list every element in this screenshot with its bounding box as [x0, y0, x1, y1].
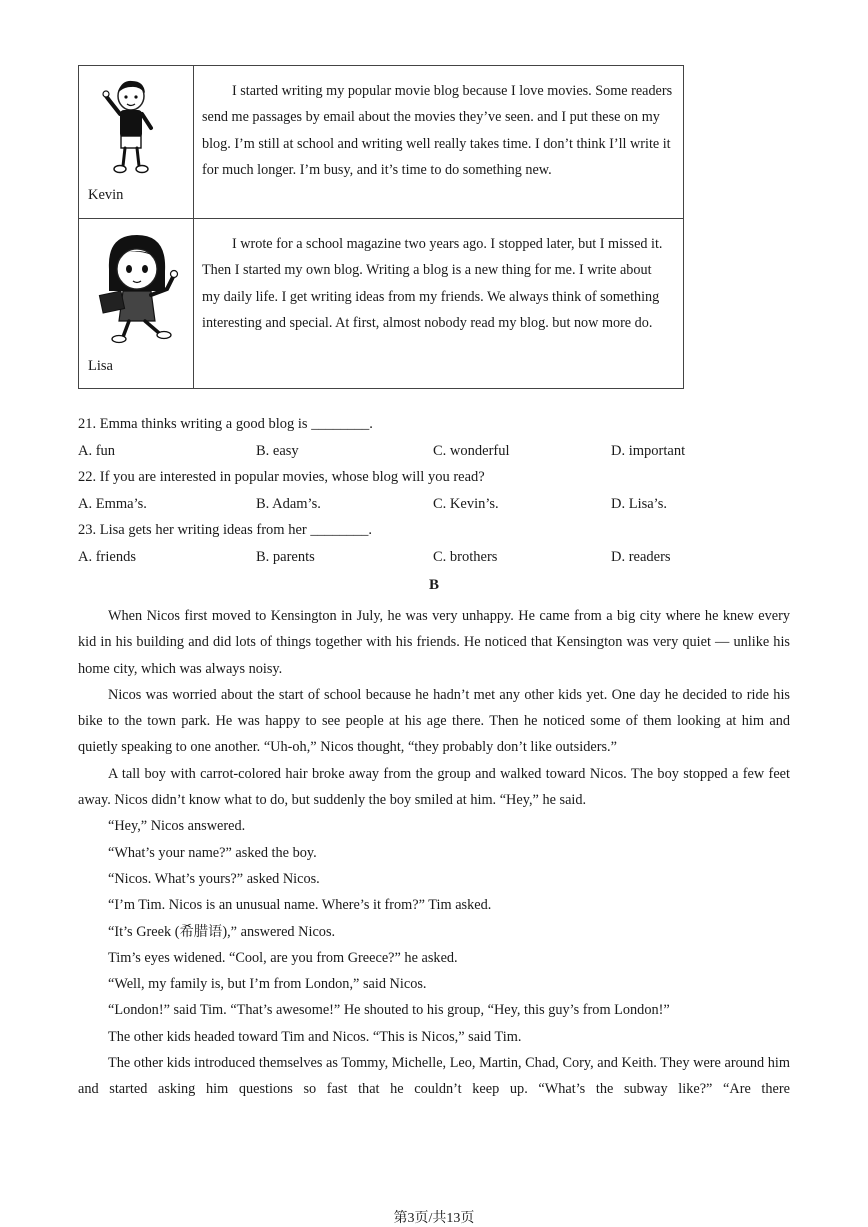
- option-c[interactable]: C. wonderful: [433, 443, 510, 459]
- question-23-options: [78, 549, 798, 571]
- question-22: 22. If you are interested in popular movies, whose blog will you read?: [78, 469, 485, 485]
- option-d[interactable]: D. important: [611, 443, 686, 459]
- option-b[interactable]: B. Adam’s.: [256, 496, 321, 512]
- reading-passage: [78, 603, 790, 1103]
- passage-paragraph: “Well, my family is, but I’m from London,” said Nicos.: [108, 976, 427, 993]
- lisa-illustration-icon: [89, 229, 185, 347]
- passage-paragraph: When Nicos first moved to Kensington in July, he was very unhappy. He came from a big city where he knew every kid in his building and did lots of things together with his friends. He noticed that Kensington was very quiet — unlike his home city, which was always noisy.: [78, 608, 790, 677]
- option-c[interactable]: C. Kevin’s.: [433, 496, 499, 512]
- kevin-blog-text: I started writing my popular movie blog because I love movies. Some readers send me passages by email about the movies they’ve seen. and I put these on my blog. I’m still at school and writing well really takes time. I don’t think I’ll write it for much longer. I’m busy, and it’s time to do something new.: [202, 83, 673, 179]
- passage-paragraph: The other kids introduced themselves as Tommy, Michelle, Leo, Martin, Chad, Cory, and Keith. They were around him and started asking him questions so fast that he couldn’t keep up. “What’s the subway like?” “Are there: [78, 1055, 790, 1098]
- passage-paragraph: The other kids headed toward Tim and Nicos. “This is Nicos,” said Tim.: [108, 1028, 522, 1045]
- lisa-picture-cell: [79, 219, 194, 388]
- section-heading-b: B: [428, 577, 439, 593]
- passage-paragraph: Nicos was worried about the start of school because he hadn’t met any other kids yet. One day he decided to ride his bike to the town park. He was happy to see people at his age there. Then he noticed some of them looking at him and quietly speaking to one another. “Uh-oh,” Nicos thought, “they probably don’t like outsiders.”: [78, 686, 790, 756]
- option-b[interactable]: B. parents: [256, 549, 315, 565]
- passage-paragraph: “It’s Greek (希腊语),” answered Nicos.: [108, 923, 336, 940]
- passage-paragraph: “What’s your name?” asked the boy.: [108, 844, 317, 861]
- lisa-blog-text: I wrote for a school magazine two years ago. I stopped later, but I missed it. Then I started my own blog. Writing a blog is a new thing for me. I write about my daily life. I get writing ideas from my friends. We always think of something interesting and special. At first, almost nobody read my blog. but now more do.: [202, 236, 663, 332]
- option-d[interactable]: D. Lisa’s.: [611, 496, 667, 512]
- kevin-picture-cell: [79, 66, 194, 218]
- passage-paragraph: Tim’s eyes widened. “Cool, are you from Greece?” he asked.: [108, 949, 458, 966]
- question-21-options: [78, 443, 798, 465]
- option-a[interactable]: A. Emma’s.: [78, 496, 147, 512]
- question-23: 23. Lisa gets her writing ideas from her ________.: [78, 522, 372, 538]
- kevin-name-label: Kevin: [88, 187, 124, 203]
- question-21: 21. Emma thinks writing a good blog is ________.: [78, 416, 373, 432]
- passage-paragraph: “I’m Tim. Nicos is an unusual name. Where’s it from?” Tim asked.: [108, 897, 492, 914]
- passage-paragraph: A tall boy with carrot-colored hair broke away from the group and walked toward Nicos. The boy stopped a few feet away. Nicos didn’t know what to do, but suddenly the boy smiled at him. “Hey,” he said.: [78, 765, 790, 809]
- table-row-kevin: [79, 66, 683, 219]
- passage-paragraph: “Nicos. What’s yours?” asked Nicos.: [108, 870, 320, 887]
- page-number-footer: 第3页/共13页: [393, 1211, 475, 1226]
- option-d[interactable]: D. readers: [611, 549, 671, 565]
- question-22-options: [78, 496, 798, 518]
- option-b[interactable]: B. easy: [256, 443, 299, 459]
- lisa-name-label: Lisa: [88, 358, 113, 374]
- option-c[interactable]: C. brothers: [433, 549, 498, 565]
- table-row-lisa: [79, 219, 683, 388]
- passage-paragraph: “Hey,” Nicos answered.: [108, 818, 246, 835]
- option-a[interactable]: A. friends: [78, 549, 136, 565]
- option-a[interactable]: A. fun: [78, 443, 116, 459]
- kevin-illustration-icon: [101, 76, 161, 176]
- blog-table: [78, 65, 684, 389]
- passage-paragraph: “London!” said Tim. “That’s awesome!” He shouted to his group, “Hey, this guy’s from London!”: [108, 1002, 670, 1019]
